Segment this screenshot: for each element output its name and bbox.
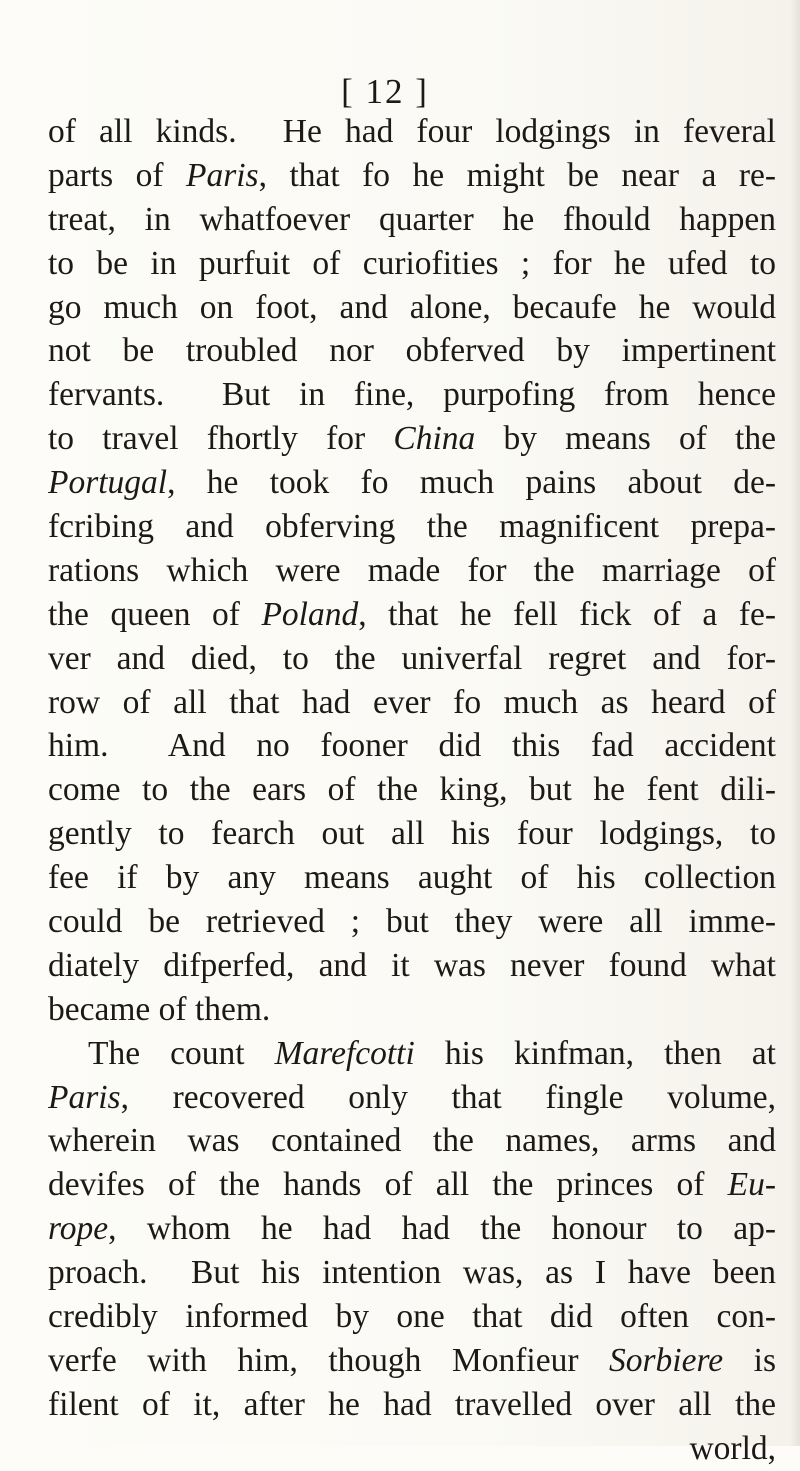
text-segment: filent of it, after he had travelled over all the — [48, 1385, 776, 1423]
text-line — [48, 198, 776, 242]
italic-text: Eu- — [727, 1166, 776, 1204]
text-segment: fee if by any means aught of his collection — [48, 859, 776, 897]
text-segment: not be troubled nor obferved by impertinent — [48, 332, 776, 370]
text-segment: , that fo he might be near a re- — [258, 156, 776, 194]
text-line — [48, 1207, 776, 1251]
text-segment: his kinfman, then at — [414, 1034, 776, 1072]
text-line — [48, 1119, 776, 1163]
text-segment: world, — [689, 1429, 776, 1467]
text-line — [48, 681, 776, 725]
text-line — [48, 724, 776, 768]
page-edge-shadow — [790, 0, 800, 1446]
text-segment: could be retrieved ; but they were all imme- — [48, 903, 776, 941]
text-line — [48, 1163, 776, 1207]
text-segment: come to the ears of the king, but he fent dili- — [48, 771, 776, 809]
text-line — [48, 1339, 776, 1383]
text-segment: to be in purfuit of curiofities ; for he ufed to — [48, 244, 776, 282]
text-line — [48, 637, 776, 681]
text-segment: of all kinds. He had four lodgings in feveral — [48, 113, 776, 150]
text-segment: proach. But his intention was, as I have been — [48, 1254, 776, 1292]
text-line — [48, 549, 776, 593]
text-line — [48, 593, 776, 637]
text-segment: fcribing and obferving the magnificent prepa- — [48, 508, 776, 546]
text-line — [48, 1427, 776, 1471]
text-line — [48, 1383, 776, 1427]
text-line — [48, 373, 776, 417]
text-segment: fervants. But in fine, purpofing from hence — [48, 376, 776, 414]
text-segment: the queen of — [48, 595, 262, 633]
text-segment: , recovered only that fingle volume, — [120, 1078, 776, 1116]
italic-text: China — [393, 420, 476, 458]
text-line — [48, 329, 776, 373]
text-line — [48, 944, 776, 988]
text-line — [48, 1032, 776, 1076]
text-segment: credibly informed by one that did often con- — [48, 1298, 776, 1336]
text-line — [48, 900, 776, 944]
text-line — [48, 461, 776, 505]
italic-text: rope — [48, 1210, 109, 1248]
text-segment: rations which were made for the marriage of — [48, 551, 776, 589]
text-line — [48, 242, 776, 286]
text-segment: verfe with him, though Monfieur — [48, 1341, 609, 1379]
text-segment: to travel fhortly for — [48, 420, 394, 458]
text-line — [48, 1295, 776, 1339]
text-segment: parts of — [48, 156, 186, 194]
text-line — [48, 505, 776, 549]
page-number: [ 12 ] — [341, 72, 429, 111]
text-segment: diately difperfed, and it was never found what — [48, 946, 776, 984]
text-line — [48, 768, 776, 812]
italic-text: Marefcotti — [274, 1034, 415, 1072]
italic-text: Poland — [261, 595, 359, 633]
text-segment: , he took fo much pains about de- — [167, 464, 776, 502]
text-segment: , that he fell fick of a fe- — [358, 595, 776, 633]
italic-text: Portugal — [48, 464, 168, 502]
text-line — [48, 417, 776, 461]
text-line — [48, 1251, 776, 1295]
text-segment: gently to fearch out all his four lodgings, to — [48, 815, 776, 853]
text-segment: , whom he had had the honour to ap- — [108, 1210, 776, 1248]
text-line — [48, 286, 776, 330]
text-segment: him. And no fooner did this fad accident — [48, 727, 776, 765]
italic-text: Paris — [185, 156, 259, 194]
text-line — [48, 154, 776, 198]
text-line — [48, 110, 776, 154]
text-segment: by means of the — [475, 420, 776, 458]
text-line — [48, 1076, 776, 1120]
text-line — [48, 856, 776, 900]
text-segment: wherein was contained the names, arms and — [48, 1122, 776, 1160]
text-segment: treat, in whatfoever quarter he fhould happen — [48, 200, 776, 238]
text-segment: is — [723, 1341, 776, 1379]
italic-text: Sorbiere — [608, 1341, 724, 1379]
text-line — [48, 812, 776, 856]
text-line — [48, 988, 776, 1032]
text-segment: ver and died, to the univerfal regret and for- — [48, 639, 776, 677]
body-text — [48, 110, 776, 1471]
text-segment: became of them. — [48, 990, 271, 1028]
text-segment: devifes of the hands of all the princes of — [48, 1166, 728, 1204]
text-segment: The count — [88, 1034, 275, 1072]
text-segment: go much on foot, and alone, becaufe he would — [48, 288, 776, 326]
italic-text: Paris — [48, 1078, 121, 1116]
text-segment: row of all that had ever fo much as heard of — [48, 683, 776, 721]
